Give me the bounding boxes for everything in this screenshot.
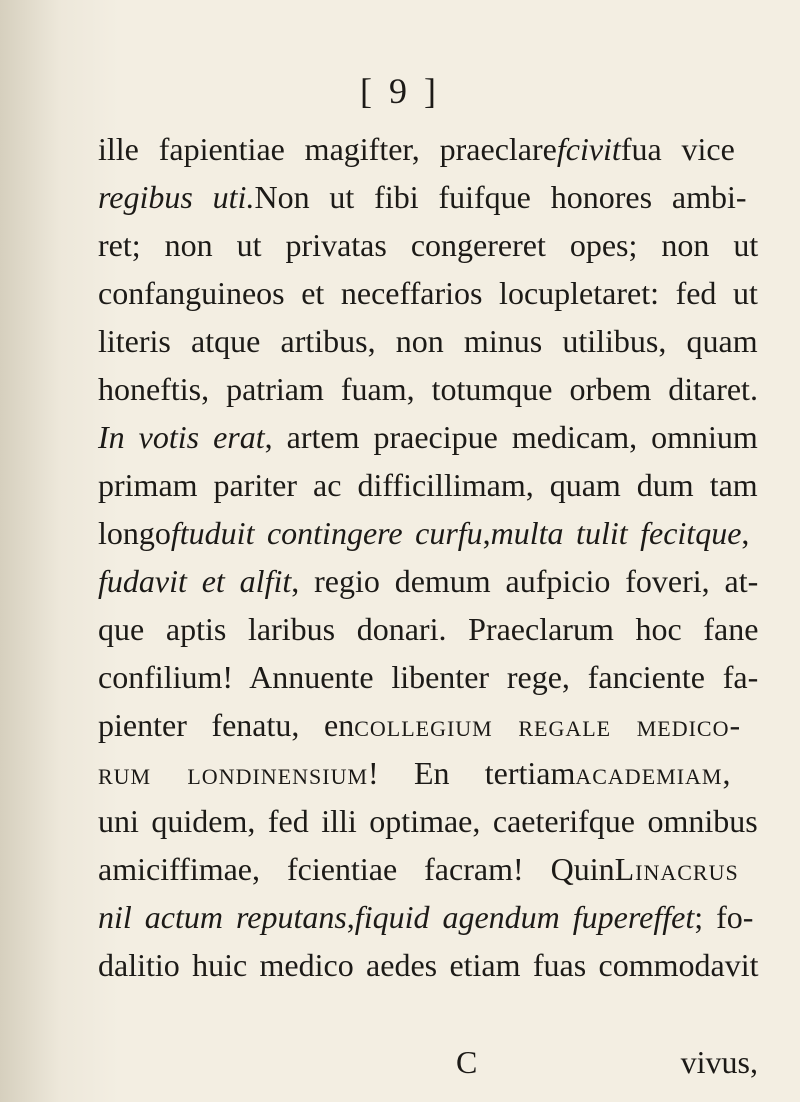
text-line: [98, 173, 758, 221]
text-run: regibus uti.Non ut fibi fuifque honores ambi-: [98, 179, 747, 215]
text-run: primam pariter ac difficillimam, quam dum tam: [98, 467, 758, 503]
text-run: literis atque artibus, non minus utilibus, quam: [98, 323, 758, 359]
text-run: confilium! Annuente libenter rege, fanciente fa-: [98, 659, 759, 695]
text-line: [98, 221, 758, 269]
text-line: [98, 557, 758, 605]
catchword: vivus,: [680, 1044, 758, 1080]
text-run: honeftis, patriam fuam, totumque orbem ditaret.: [98, 371, 758, 407]
text-line: [98, 845, 758, 893]
text-line: [98, 701, 758, 749]
text-run: uni quidem, fed illi optimae, caeterifque omnibus: [98, 803, 758, 839]
text-run: rum londinensium! En tertiamacademiam,: [98, 755, 731, 791]
text-line: [98, 605, 758, 653]
text-line: [98, 461, 758, 509]
page-number-header: [ 9 ]: [360, 71, 440, 111]
text-run: nil actum reputans,fiquid agendum fupereffet; fo-: [98, 899, 754, 935]
text-run: longoftuduit contingere curfu,multa tulit fecitque,: [98, 515, 750, 551]
text-line: [98, 749, 758, 797]
body-text: [98, 125, 758, 989]
text-line: [98, 653, 758, 701]
text-line: [98, 797, 758, 845]
text-line: [98, 413, 758, 461]
text-line: [98, 317, 758, 365]
text-run: amiciffimae, fcientiae facram! QuinLinacrus: [98, 851, 739, 887]
text-run: confanguineos et neceffarios locupletaret: fed ut: [98, 275, 758, 311]
text-line: [98, 269, 758, 317]
signature-mark: C: [456, 1044, 478, 1080]
text-run: pienter fenatu, encollegium regale medico-: [98, 707, 742, 743]
text-run: que aptis laribus donari. Praeclarum hoc fane: [98, 611, 759, 647]
text-line: [98, 941, 758, 989]
text-line: [98, 509, 758, 557]
text-run: ille fapientiae magifter, praeclarefcivitfua vice: [98, 131, 735, 167]
text-line: [98, 893, 758, 941]
text-line: [98, 125, 758, 173]
text-run: In votis erat, artem praecipue medicam, omnium: [98, 419, 758, 455]
text-run: dalitio huic medico aedes etiam fuas commodavit: [98, 947, 759, 983]
text-run: fudavit et alfit, regio demum aufpicio foveri, at-: [98, 563, 759, 599]
text-line: [98, 365, 758, 413]
text-run: ret; non ut privatas congereret opes; non ut: [98, 227, 759, 263]
